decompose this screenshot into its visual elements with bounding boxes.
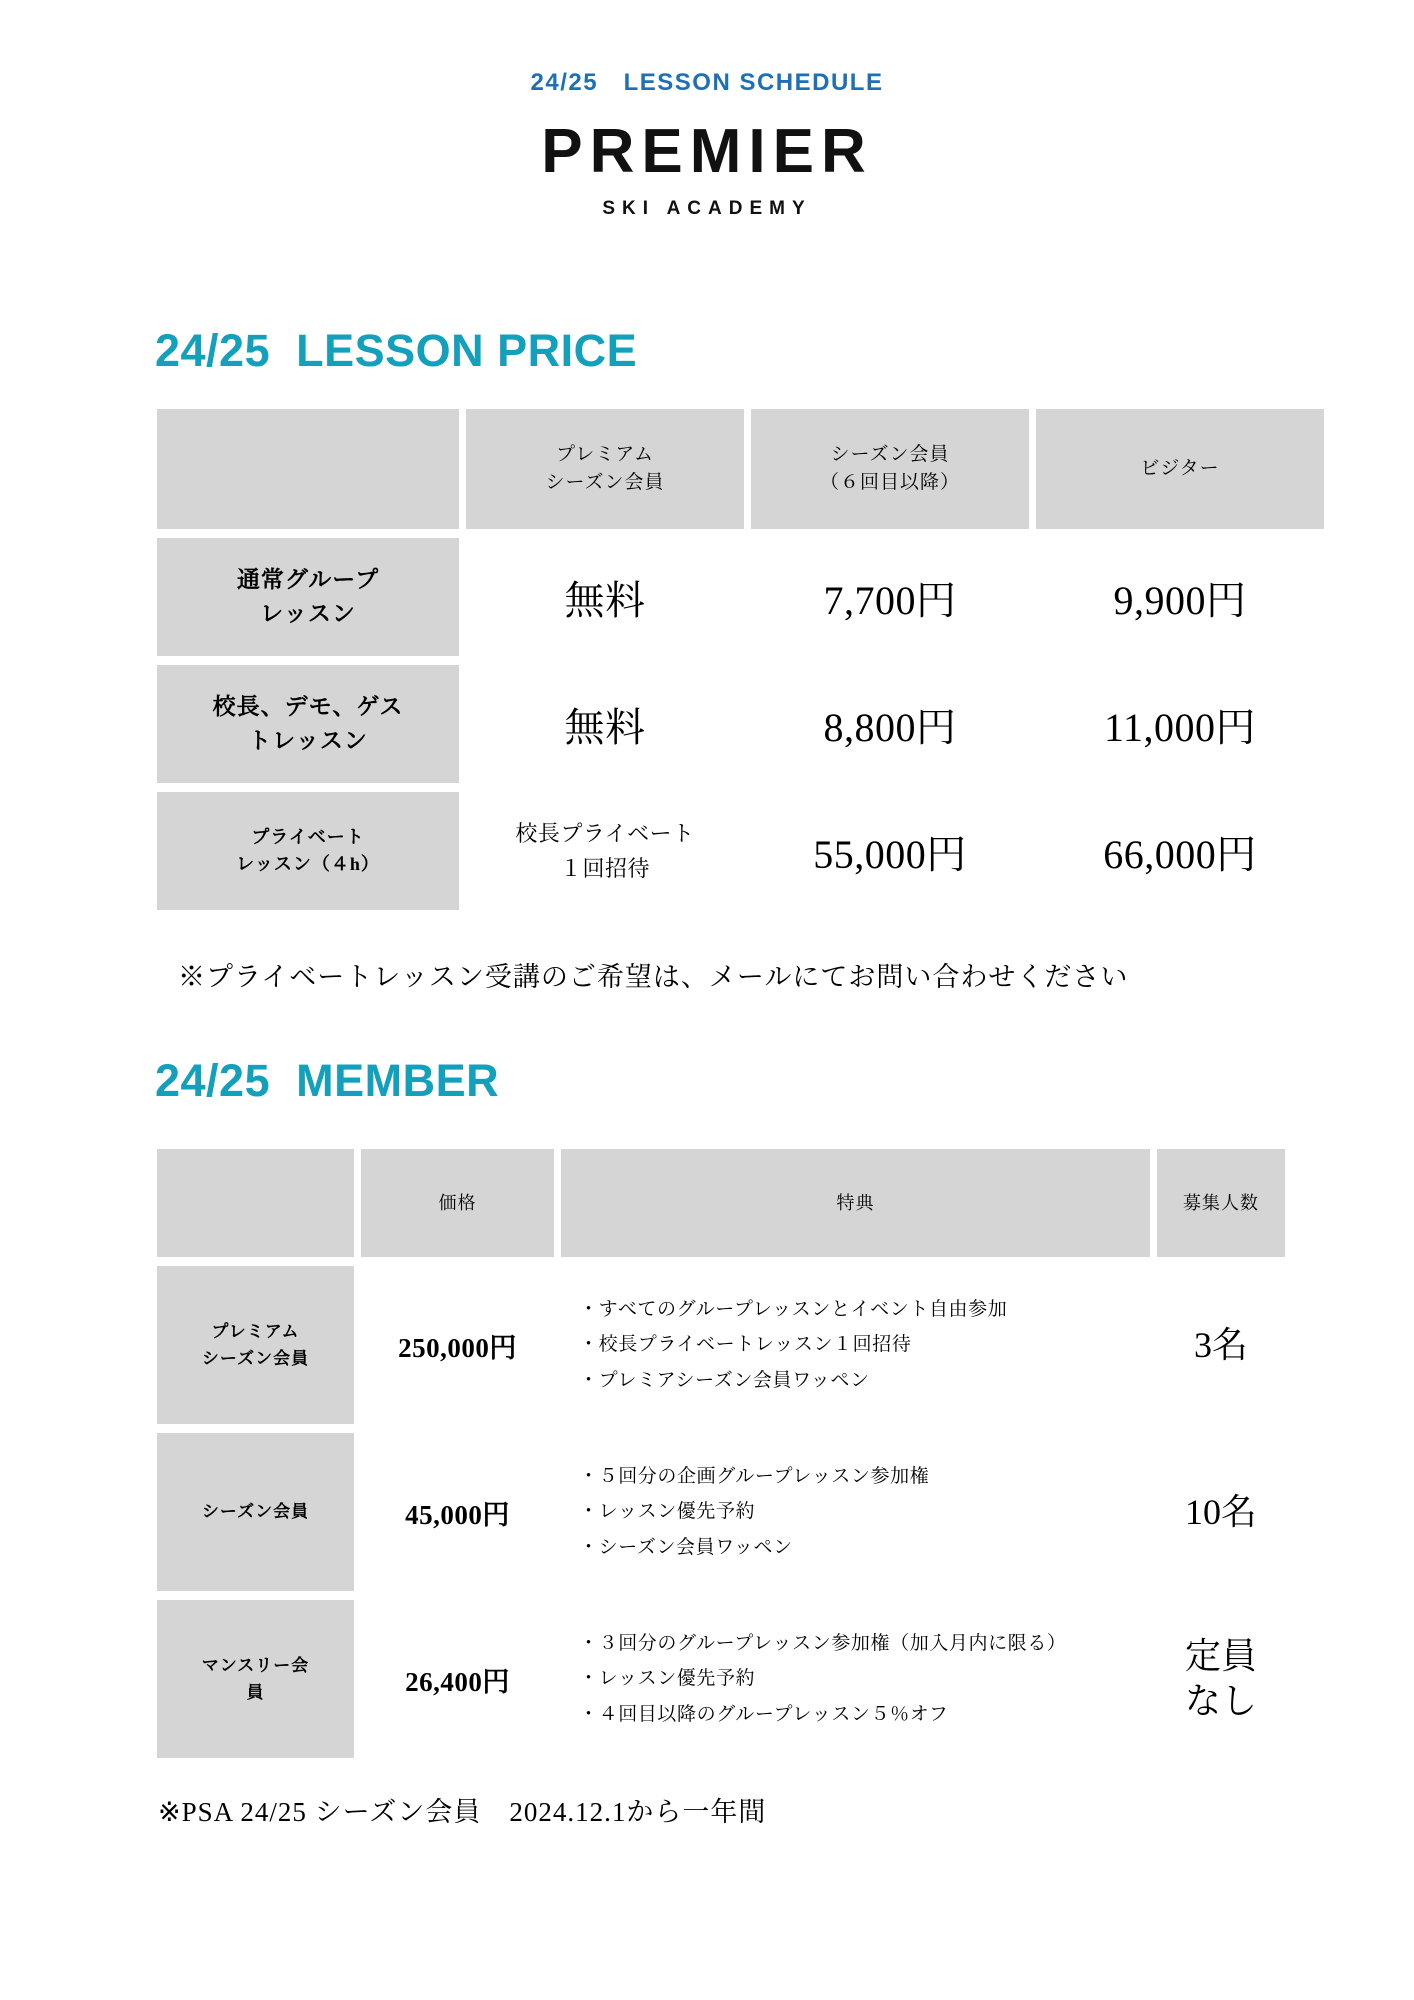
document-header (0, 0, 1414, 220)
price-col-premium-line2: シーズン会員 (545, 472, 665, 493)
member-col-price: 価格 (361, 1149, 554, 1257)
capacity-line1: 定員 (1184, 1636, 1257, 1676)
member-table (150, 1140, 1292, 1767)
label-line1: プライベート (251, 827, 365, 847)
label-line2: トレッスン (248, 728, 368, 753)
member-col-blank (157, 1149, 354, 1257)
price-col-premium-line1: プレミアム (556, 443, 654, 465)
price-group-season: 7,700円 (823, 577, 957, 623)
label-line2: レッスン（４h） (236, 854, 380, 874)
price-note: ※プライベートレッスン受講のご希望は、メールにてお問い合わせください (178, 962, 1129, 992)
table-row (157, 1433, 1285, 1591)
label-line1: 通常グループ (236, 566, 380, 592)
price-note-wrapper (178, 955, 1128, 994)
price-private-season: 55,000円 (813, 831, 967, 877)
member-premium-price: 250,000円 (398, 1332, 517, 1363)
table-row (157, 1266, 1285, 1424)
private-premium-line2: １回招待 (559, 856, 650, 881)
member-premium-capacity: 3名 (1193, 1324, 1248, 1365)
member-section-heading (155, 1055, 499, 1107)
price-row-label-group-lesson (157, 538, 459, 656)
label-line2: 員 (246, 1683, 265, 1702)
table-row (157, 538, 1324, 656)
price-private-visitor: 66,000円 (1103, 831, 1257, 877)
member-premium-benefits (561, 1266, 1150, 1424)
header-kicker: 24/25 LESSON SCHEDULE (530, 69, 884, 96)
price-col-season (751, 409, 1029, 529)
member-note-wrapper (158, 1790, 766, 1829)
benefit-item: ・レッスン優先予約 (579, 1668, 756, 1690)
member-col-capacity: 募集人数 (1157, 1149, 1285, 1257)
table-header-row (157, 409, 1324, 529)
price-col-blank (157, 409, 459, 529)
member-monthly-capacity (1157, 1600, 1285, 1758)
label-line1: プレミアム (211, 1321, 300, 1341)
member-row-label-season (157, 1433, 354, 1591)
benefit-item: ・５回分の企画グループレッスン参加権 (579, 1466, 930, 1488)
member-monthly-price: 26,400円 (405, 1666, 510, 1697)
lesson-price-table (150, 400, 1331, 919)
private-premium-line1: 校長プライベート (515, 820, 695, 846)
member-row-label-premium (157, 1266, 354, 1424)
price-section-title (155, 325, 637, 377)
price-row-label-demo-lesson (157, 665, 459, 783)
price-col-season-line1: シーズン会員 (830, 443, 950, 465)
benefit-item: ・すべてのグループレッスンとイベント自由参加 (579, 1299, 1008, 1321)
price-col-visitor: ビジター (1036, 409, 1324, 529)
price-demo-visitor: 11,000円 (1103, 704, 1256, 750)
label-line2: シーズン会員 (201, 1349, 310, 1368)
label-line1: 校長、デモ、ゲス (212, 693, 404, 719)
price-demo-premium: 無料 (564, 704, 646, 750)
price-title-text: LESSON PRICE (296, 325, 638, 376)
benefit-item: ・プレミアシーズン会員ワッペン (579, 1369, 870, 1391)
price-title-year: 24/25 (155, 325, 271, 376)
price-group-visitor: 9,900円 (1113, 577, 1247, 623)
price-private-premium (466, 792, 744, 910)
benefit-item: ・レッスン優先予約 (579, 1501, 756, 1523)
member-season-benefits (561, 1433, 1150, 1591)
member-season-price: 45,000円 (405, 1499, 510, 1530)
benefit-item: ・シーズン会員ワッペン (579, 1536, 793, 1558)
price-row-label-private-lesson (157, 792, 459, 910)
label-line2: レッスン (260, 601, 356, 626)
benefit-item: ・３回分のグループレッスン参加権（加入月内に限る） (579, 1633, 1067, 1655)
benefit-item: ・４回目以降のグループレッスン５％オフ (579, 1703, 949, 1725)
price-demo-season: 8,800円 (823, 704, 957, 750)
brand-title: PREMIER (541, 117, 873, 186)
member-monthly-benefits (561, 1600, 1150, 1758)
table-row (157, 665, 1324, 783)
label-line1: シーズン会員 (201, 1502, 310, 1522)
price-section-heading (155, 325, 637, 377)
table-row (157, 792, 1324, 910)
member-season-capacity: 10名 (1184, 1491, 1257, 1532)
member-note: ※PSA 24/25 シーズン会員 2024.12.1から一年間 (158, 1797, 767, 1827)
member-col-benefits: 特典 (561, 1149, 1150, 1257)
brand-subtitle: SKI ACADEMY (602, 198, 812, 220)
member-section-title (155, 1055, 499, 1107)
member-title-text: MEMBER (296, 1055, 500, 1106)
benefit-item: ・校長プライベートレッスン１回招待 (579, 1334, 912, 1356)
capacity-line2: なし (1184, 1681, 1257, 1721)
member-row-label-monthly (157, 1600, 354, 1758)
member-title-year: 24/25 (155, 1055, 271, 1106)
price-col-premium (466, 409, 744, 529)
label-line1: マンスリー会 (201, 1655, 310, 1675)
table-header-row (157, 1149, 1285, 1257)
price-group-premium: 無料 (564, 577, 646, 623)
price-col-season-line2: （６回目以降） (819, 472, 960, 493)
table-row (157, 1600, 1285, 1758)
